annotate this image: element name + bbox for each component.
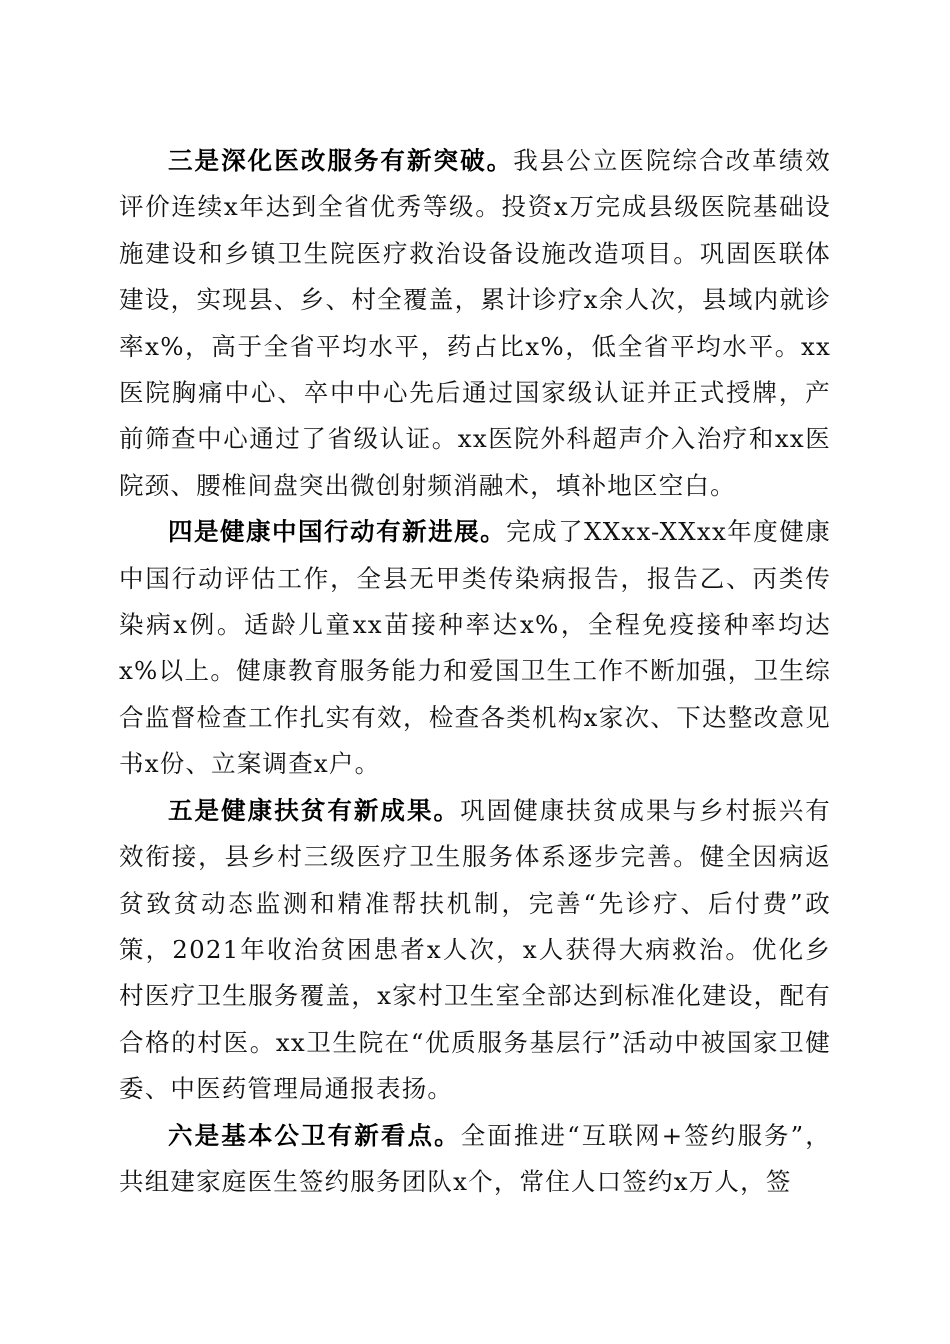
paragraph-text: 巩固健康扶贫成果与乡村振兴有效衔接，县乡村三级医疗卫生服务体系逐步完善。健全因病返贫致贫动态监测和精准帮扶机制，完善“先诊疗、后付费”政策，2021年收治贫困患者x人次，x人获得大病救治。优化乡村医疗卫生服务覆盖，x家村卫生室全部达到标准化建设，配有合格的村医。xx卫生院在“优质服务基层行”活动中被国家卫健委、中医药管理局通报表扬。: [119, 795, 831, 1104]
paragraph-lead: 三是深化医改服务有新突破。: [168, 146, 514, 175]
paragraph-public-health: [119, 1113, 831, 1206]
paragraph-poverty-relief: [119, 788, 831, 1113]
paragraph-medical-reform: [119, 138, 831, 509]
paragraph-lead: 五是健康扶贫有新成果。: [168, 795, 461, 825]
paragraph-text: 全面推进“互联网+签约服务”，共组建家庭医生签约服务团队x个，常住人口签约x万人，签: [119, 1120, 832, 1196]
paragraph-text: 完成了XXxx-XXxx年度健康中国行动评估工作，全县无甲类传染病报告，报告乙、丙类传染病x例。适龄儿童xx苗接种率达x%，全程免疫接种率均达x%以上。健康教育服务能力和爱国卫生工作不断加强，卫生综合监督检查工作扎实有效，检查各类机构x家次、下达整改意见书x份、立案调查x户。: [119, 517, 831, 779]
paragraph-text: 我县公立医院综合改革绩效评价连续x年达到全省优秀等级。投资x万完成县级医院基础设施建设和乡镇卫生院医疗救治设备设施改造项目。巩固医联体建设，实现县、乡、村全覆盖，累计诊疗x余人次，县域内就诊率x%，高于全省平均水平，药占比x%，低全省平均水平。xx医院胸痛中心、卒中中心先后通过国家级认证并正式授牌，产前筛查中心通过了省级认证。xx医院外科超声介入治疗和xx医院颈、腰椎间盘突出微创射频消融术，填补地区空白。: [119, 146, 831, 500]
paragraph-healthy-china: [119, 509, 831, 787]
document-body: [119, 138, 831, 1205]
paragraph-lead: 六是基本公卫有新看点。: [168, 1120, 461, 1150]
paragraph-lead: 四是健康中国行动有新进展。: [168, 517, 507, 547]
